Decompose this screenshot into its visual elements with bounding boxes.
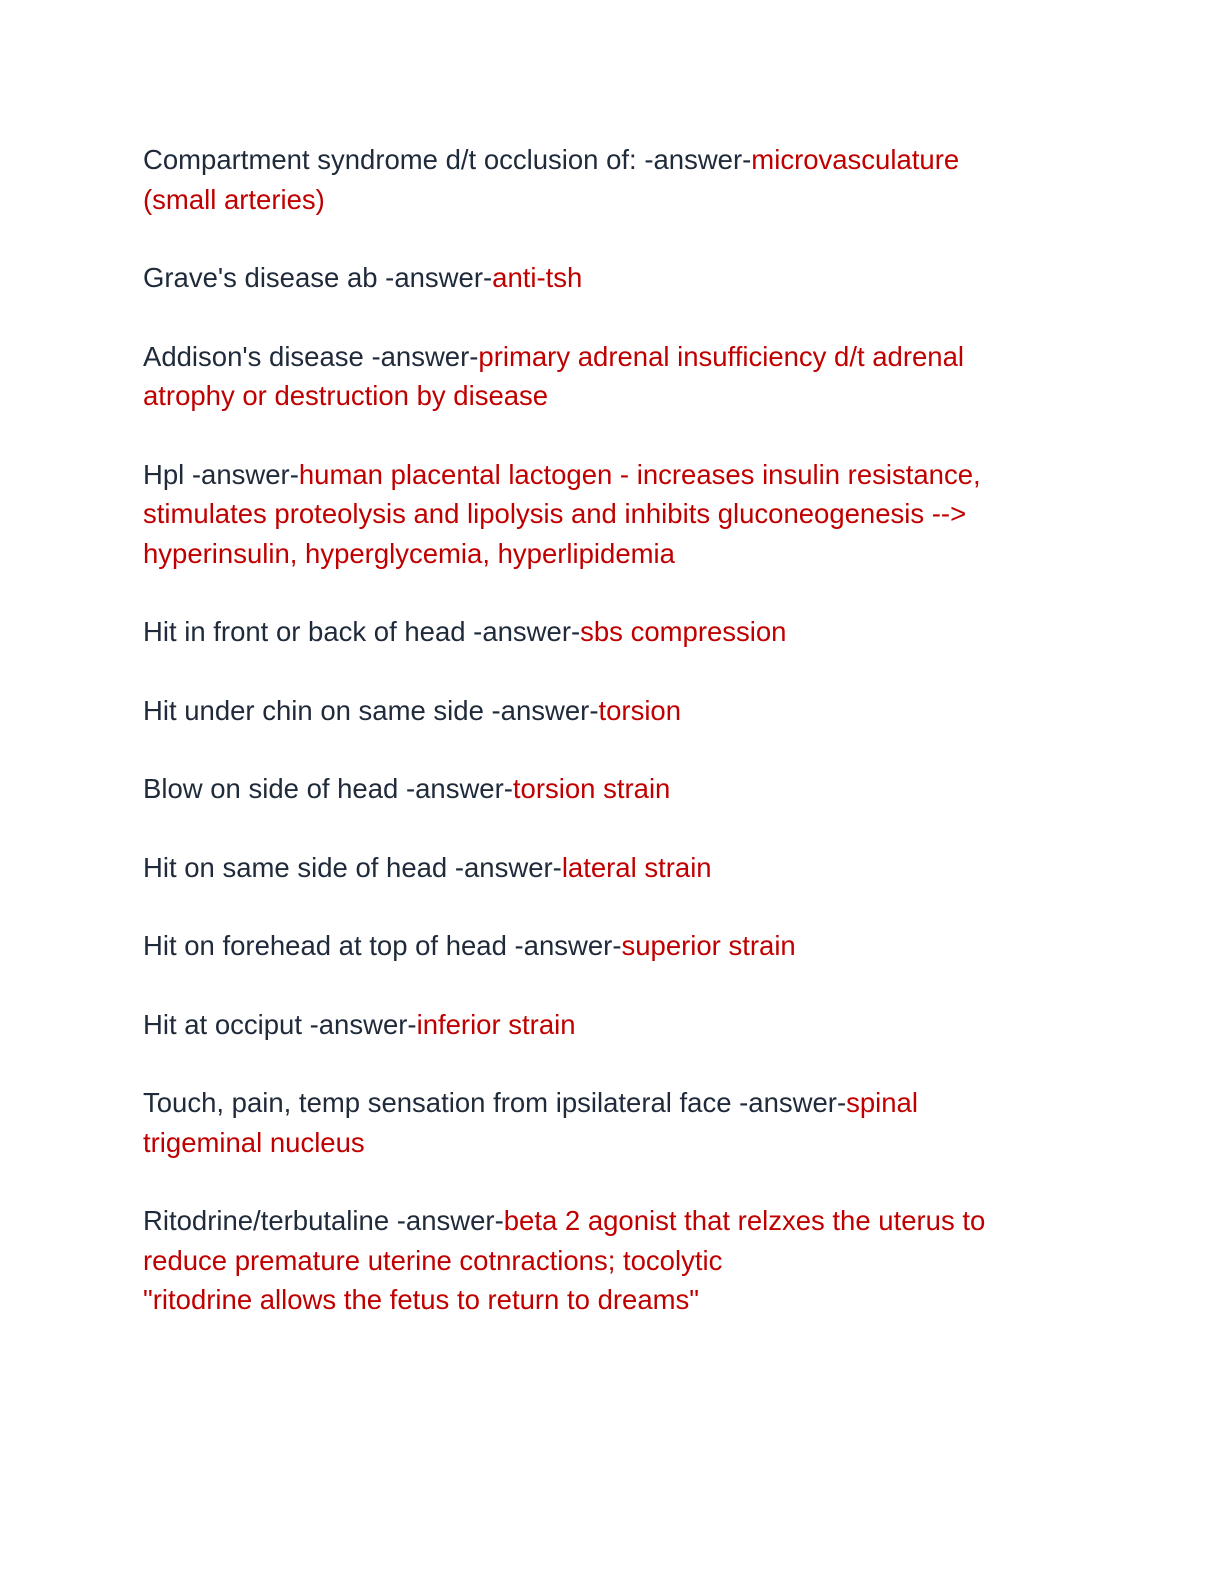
- card-question: Hit under chin on same side -answer-: [143, 694, 599, 726]
- flashcard-item: [143, 1005, 1083, 1045]
- card-question: Hpl -answer-: [143, 458, 299, 490]
- flashcard-list: [143, 140, 1083, 1359]
- card-answer: torsion strain: [512, 773, 671, 804]
- flashcard-item: [143, 612, 1083, 652]
- flashcard-item: [143, 691, 1083, 731]
- flashcard-item: [143, 337, 1083, 416]
- flashcard-item: [143, 1201, 1083, 1320]
- flashcard-item: [143, 455, 1083, 574]
- card-answer: spinal trigeminal nucleus: [143, 1087, 918, 1158]
- card-answer: lateral strain: [561, 851, 712, 883]
- flashcard-item: [143, 769, 1083, 809]
- flashcard-item: [143, 1083, 1083, 1162]
- card-question: Compartment syndrome d/t occlusion of: -answer-: [143, 144, 752, 175]
- card-question: Hit in front or back of head -answer-: [143, 616, 581, 647]
- flashcard-item: [143, 926, 1083, 966]
- card-question: Blow on side of head -answer-: [143, 773, 513, 804]
- card-answer: anti-tsh: [492, 262, 583, 293]
- card-answer: torsion: [598, 694, 682, 726]
- card-question: Touch, pain, temp sensation from ipsilateral face -answer-: [143, 1087, 847, 1118]
- card-question: Addison's disease -answer-: [143, 340, 479, 372]
- card-answer: human placental lactogen - increases insulin resistance, stimulates proteolysis and lipolysis and inhibits gluconeogenesis --> hyperinsulin, hyperglycemia, hyperlipidemia: [143, 458, 981, 569]
- flashcard-item: [143, 140, 1083, 219]
- card-answer: primary adrenal insufficiency d/t adrenal atrophy or destruction by disease: [143, 340, 964, 411]
- flashcard-item: [143, 848, 1083, 888]
- card-question: Hit at occiput -answer-: [143, 1008, 417, 1040]
- card-question: Hit on forehead at top of head -answer-: [143, 930, 622, 961]
- flashcard-item: [143, 258, 1083, 298]
- card-answer: inferior strain: [416, 1008, 576, 1040]
- card-answer: microvasculature (small arteries): [143, 144, 960, 215]
- card-answer: beta 2 agonist that relzxes the uterus to reduce premature uterine cotnractions; tocolytic "ritodrine allows the fetus to return to dreams": [143, 1205, 986, 1315]
- card-question: Ritodrine/terbutaline -answer-: [143, 1205, 504, 1236]
- card-answer: sbs compression: [580, 616, 787, 647]
- card-question: Grave's disease ab -answer-: [143, 262, 493, 293]
- card-answer: superior strain: [621, 930, 796, 961]
- card-question: Hit on same side of head -answer-: [143, 851, 562, 883]
